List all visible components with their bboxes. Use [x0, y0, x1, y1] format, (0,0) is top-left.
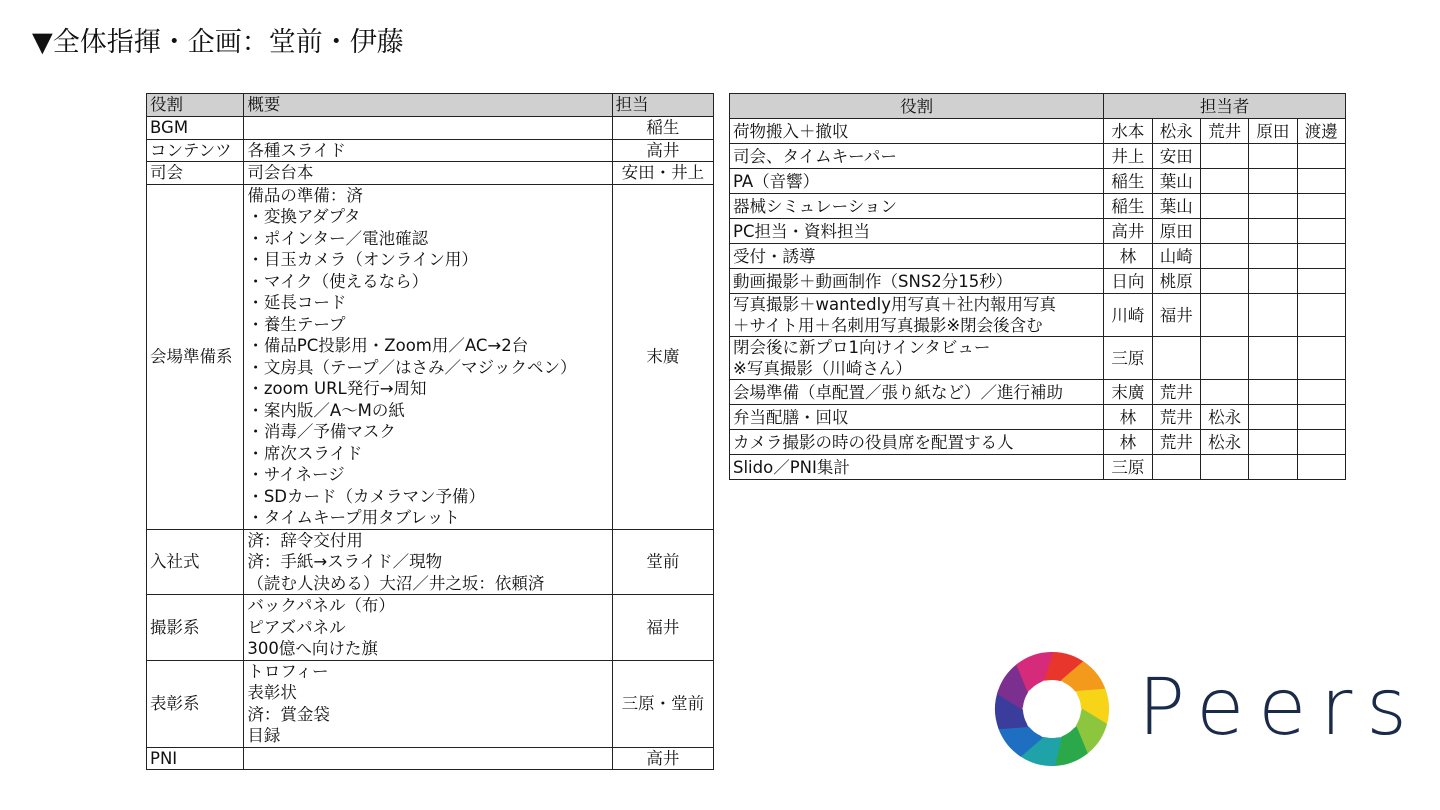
- role-line: 動画撮影＋動画制作（SNS2分15秒）: [733, 271, 1013, 291]
- role-cell: [730, 219, 1104, 244]
- summary-line: [247, 117, 608, 139]
- role-line: Slido／PNI集計: [733, 457, 850, 477]
- summary-line: 済：辞令交付用: [247, 530, 363, 550]
- assignee-cell: [1200, 380, 1248, 405]
- summary-line: 表彰状: [247, 683, 297, 702]
- owner-cell: 高井: [612, 139, 713, 162]
- role-cell: [730, 244, 1104, 269]
- table-header-row: [730, 94, 1346, 119]
- assignee-cell: 松永: [1200, 430, 1248, 455]
- header-owner: 担当: [612, 94, 713, 117]
- assignee-cell: [1249, 405, 1297, 430]
- summary-cell: [244, 660, 612, 747]
- table-row: [730, 294, 1346, 337]
- owner-cell: 末廣: [612, 184, 713, 529]
- summary-line: 300億へ向けた旗: [247, 639, 378, 658]
- role-line: ※写真撮影（川崎さん）: [733, 359, 912, 378]
- assignee-cell: [1200, 194, 1248, 219]
- role-cell: BGM: [147, 117, 244, 140]
- assignee-cell: 川崎: [1104, 294, 1152, 337]
- role-cell: 撮影系: [147, 595, 244, 661]
- owner-cell: 三原・堂前: [612, 660, 713, 747]
- assignee-cell: [1297, 430, 1345, 455]
- summary-line: ピアズパネル: [247, 617, 346, 637]
- assignee-cell: 末廣: [1104, 380, 1152, 405]
- assignee-cell: [1297, 269, 1345, 294]
- table-row: [730, 405, 1346, 430]
- assignee-cell: 松永: [1152, 119, 1200, 144]
- role-cell: [730, 194, 1104, 219]
- assignee-cell: 井上: [1104, 144, 1152, 169]
- role-line: ＋サイト用＋名刺用写真撮影※閉会後含む: [733, 316, 1043, 335]
- role-cell: 表彰系: [147, 660, 244, 747]
- role-cell: PNI: [147, 747, 244, 770]
- summary-cell: [244, 117, 612, 140]
- table-row: [147, 595, 714, 661]
- assignee-cell: 林: [1104, 430, 1152, 455]
- table-row: [730, 194, 1346, 219]
- summary-line: 済：賞金袋: [247, 704, 330, 724]
- table-row: [730, 337, 1346, 380]
- summary-line: バックパネル（布）: [247, 596, 395, 615]
- owner-cell: 堂前: [612, 529, 713, 595]
- role-cell: [730, 405, 1104, 430]
- assignee-cell: [1200, 337, 1248, 380]
- assignee-cell: 三原: [1104, 337, 1152, 380]
- role-line: PA（音響）: [733, 171, 820, 191]
- assignee-cell: [1200, 219, 1248, 244]
- summary-line: 済：手紙→スライド／現物: [247, 552, 443, 571]
- table-row: [730, 455, 1346, 480]
- role-cell: [730, 269, 1104, 294]
- table-row: [147, 162, 714, 185]
- table-row: [730, 119, 1346, 144]
- summary-line: （読む人決める）大沼／井之坂：依頼済: [247, 573, 545, 593]
- assignee-cell: 林: [1104, 244, 1152, 269]
- peers-logo: [993, 650, 1421, 768]
- assignee-cell: [1200, 269, 1248, 294]
- role-cell: コンテンツ: [147, 139, 244, 162]
- summary-line: ・養生テープ: [247, 314, 346, 334]
- owner-cell: 稲生: [612, 117, 713, 140]
- assignee-cell: [1249, 219, 1297, 244]
- summary-cell: [244, 139, 612, 162]
- role-cell: [730, 144, 1104, 169]
- logo-ring-icon: [993, 650, 1111, 768]
- header-role: 役割: [730, 94, 1104, 119]
- summary-line: ・備品PC投影用・Zoom用／AC→2台: [247, 336, 529, 355]
- assignee-cell: 高井: [1104, 219, 1152, 244]
- role-cell: [730, 455, 1104, 480]
- assignee-cell: [1152, 337, 1200, 380]
- assignee-cell: [1249, 294, 1297, 337]
- summary-line: ・文房具（テープ／はさみ／マジックペン）: [247, 357, 577, 377]
- summary-cell: [244, 529, 612, 595]
- summary-line: ・マイク（使えるなら）: [247, 271, 429, 291]
- logo-center: [1023, 680, 1081, 738]
- summary-line: 各種スライド: [247, 140, 346, 160]
- owner-cell: 安田・井上: [612, 162, 713, 185]
- role-cell: 司会: [147, 162, 244, 185]
- table-row: [730, 380, 1346, 405]
- role-line: 器械シミュレーション: [733, 196, 898, 216]
- assignee-cell: [1200, 169, 1248, 194]
- assignee-cell: 安田: [1152, 144, 1200, 169]
- header-summary: 概要: [244, 94, 612, 117]
- role-line: PC担当・資料担当: [733, 221, 870, 241]
- page-title: ▼全体指揮・企画：堂前・伊藤: [32, 27, 404, 58]
- summary-cell: [244, 747, 612, 770]
- table-header-row: [147, 94, 714, 117]
- assignee-cell: 荒井: [1152, 430, 1200, 455]
- assignee-cell: 福井: [1152, 294, 1200, 337]
- role-line: 写真撮影＋wantedly用写真＋社内報用写真: [733, 295, 1057, 314]
- assignee-cell: 稲生: [1104, 194, 1152, 219]
- role-line: 荷物搬入＋撤収: [733, 121, 849, 141]
- assignee-cell: 荒井: [1200, 119, 1248, 144]
- summary-line: ・目玉カメラ（オンライン用）: [247, 250, 478, 269]
- assignee-cell: 原田: [1152, 219, 1200, 244]
- role-cell: [730, 430, 1104, 455]
- role-cell: [730, 337, 1104, 380]
- assignee-cell: [1249, 269, 1297, 294]
- role-line: カメラ撮影の時の役員席を配置する人: [733, 432, 1014, 452]
- assignee-cell: [1249, 244, 1297, 269]
- summary-cell: [244, 595, 612, 661]
- summary-line: ・延長コード: [247, 293, 347, 312]
- assignee-cell: [1249, 194, 1297, 219]
- summary-line: ・zoom URL発行→周知: [247, 379, 427, 398]
- table-row: [730, 430, 1346, 455]
- assignee-cell: [1249, 169, 1297, 194]
- assignee-cell: [1297, 380, 1345, 405]
- assignee-cell: [1297, 455, 1345, 480]
- assignee-cell: 原田: [1249, 119, 1297, 144]
- assignee-cell: 林: [1104, 405, 1152, 430]
- staff-assignment-body: [730, 119, 1346, 480]
- summary-line: ・ポインター／電池確認: [247, 228, 429, 248]
- assignee-cell: [1297, 294, 1345, 337]
- role-cell: 入社式: [147, 529, 244, 595]
- assignee-cell: [1297, 244, 1345, 269]
- summary-line: [247, 748, 608, 770]
- assignee-cell: 日向: [1104, 269, 1152, 294]
- summary-cell: [244, 162, 612, 185]
- role-line: 閉会後に新プロ1向けインタビュー: [733, 338, 991, 357]
- table-row: [147, 184, 714, 529]
- assignee-cell: [1249, 380, 1297, 405]
- role-cell: [730, 294, 1104, 337]
- assignee-cell: [1297, 405, 1345, 430]
- assignee-cell: [1200, 144, 1248, 169]
- assignee-cell: [1297, 169, 1345, 194]
- assignee-cell: 葉山: [1152, 194, 1200, 219]
- staff-assignment-table: [729, 93, 1346, 480]
- roles-overview-table: [146, 93, 714, 770]
- summary-line: ・席次スライド: [247, 443, 363, 463]
- assignee-cell: [1297, 144, 1345, 169]
- role-line: 会場準備（卓配置／張り紙など）／進行補助: [733, 382, 1063, 402]
- roles-overview-body: [147, 117, 714, 770]
- summary-cell: [244, 184, 612, 529]
- table-row: [147, 747, 714, 770]
- role-line: 弁当配膳・回収: [733, 407, 849, 427]
- assignee-cell: 山崎: [1152, 244, 1200, 269]
- table-row: [730, 219, 1346, 244]
- assignee-cell: [1297, 337, 1345, 380]
- table-row: [730, 244, 1346, 269]
- assignee-cell: 渡邊: [1297, 119, 1345, 144]
- summary-line: 司会台本: [247, 163, 314, 182]
- role-cell: [730, 119, 1104, 144]
- role-cell: [730, 169, 1104, 194]
- assignee-cell: 水本: [1104, 119, 1152, 144]
- summary-line: トロフィー: [247, 661, 329, 681]
- table-row: [730, 169, 1346, 194]
- table-row: [147, 529, 714, 595]
- role-cell: 会場準備系: [147, 184, 244, 529]
- summary-line: ・サイネージ: [247, 465, 345, 484]
- summary-line: ・SDカード（カメラマン予備）: [247, 486, 486, 506]
- summary-line: 目録: [247, 726, 281, 745]
- assignee-cell: [1249, 430, 1297, 455]
- assignee-cell: 桃原: [1152, 269, 1200, 294]
- assignee-cell: [1249, 144, 1297, 169]
- assignee-cell: 稲生: [1104, 169, 1152, 194]
- assignee-cell: 荒井: [1152, 380, 1200, 405]
- assignee-cell: [1200, 244, 1248, 269]
- header-owner: 担当者: [1104, 94, 1346, 119]
- logo-wordmark: Peers: [1138, 663, 1421, 753]
- assignee-cell: [1152, 455, 1200, 480]
- assignee-cell: 葉山: [1152, 169, 1200, 194]
- assignee-cell: 三原: [1104, 455, 1152, 480]
- assignee-cell: [1249, 455, 1297, 480]
- assignee-cell: 荒井: [1152, 405, 1200, 430]
- owner-cell: 福井: [612, 595, 713, 661]
- owner-cell: 高井: [612, 747, 713, 770]
- summary-line: ・案内版／A～Mの紙: [247, 400, 405, 420]
- summary-line: 備品の準備：済: [247, 185, 363, 205]
- assignee-cell: [1249, 337, 1297, 380]
- role-cell: [730, 380, 1104, 405]
- summary-line: ・消毒／予備マスク: [247, 422, 396, 441]
- assignee-cell: [1200, 455, 1248, 480]
- role-line: 司会、タイムキーパー: [733, 146, 897, 166]
- table-row: [147, 117, 714, 140]
- assignee-cell: [1297, 219, 1345, 244]
- assignee-cell: 松永: [1200, 405, 1248, 430]
- table-row: [730, 144, 1346, 169]
- role-line: 受付・誘導: [733, 246, 816, 266]
- table-row: [730, 269, 1346, 294]
- header-role: 役割: [147, 94, 244, 117]
- summary-line: ・変換アダプタ: [247, 207, 361, 226]
- assignee-cell: [1200, 294, 1248, 337]
- table-row: [147, 660, 714, 747]
- assignee-cell: [1297, 194, 1345, 219]
- summary-line: ・タイムキープ用タブレット: [247, 508, 460, 527]
- table-row: [147, 139, 714, 162]
